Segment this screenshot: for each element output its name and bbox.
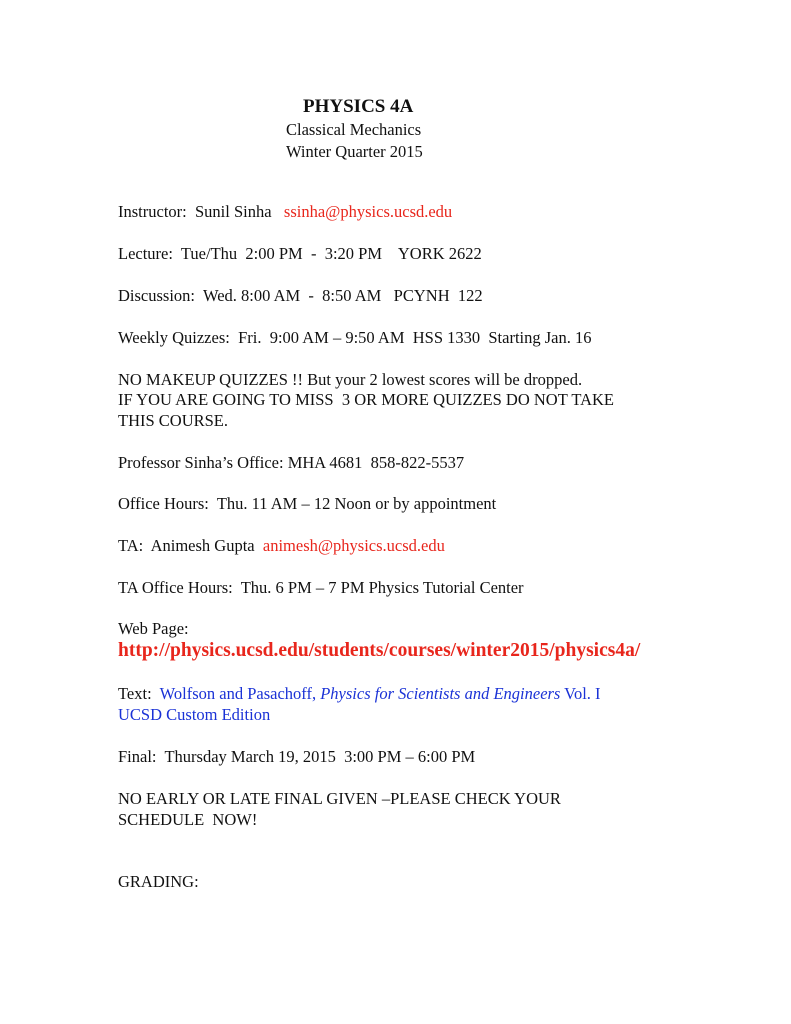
office-hours-line: Office Hours: Thu. 11 AM – 12 Noon or by appointment (118, 494, 497, 513)
text-authors: Wolfson and Pasachoff, (159, 684, 321, 703)
course-title: PHYSICS 4A (303, 96, 414, 117)
text-label: Text: (118, 684, 160, 703)
text-book-title: Physics for Scientists and Engineers (320, 684, 561, 703)
text-line (118, 684, 601, 704)
ta-label: TA: Animesh Gupta (118, 536, 263, 555)
makeup-notice-line-3: THIS COURSE. (118, 411, 229, 430)
office-line: Professor Sinha’s Office: MHA 4681 858-822-5537 (118, 453, 465, 472)
instructor-line (118, 202, 452, 222)
grading-heading: GRADING: (118, 872, 199, 891)
final-notice-line-2: SCHEDULE NOW! (118, 810, 258, 829)
lecture-line: Lecture: Tue/Thu 2:00 PM - 3:20 PM YORK 2622 (118, 244, 482, 263)
course-subtitle: Classical Mechanics (286, 120, 422, 139)
ta-line (118, 536, 445, 556)
web-page-label: Web Page: (118, 619, 189, 638)
instructor-label: Instructor: Sunil Sinha (118, 202, 284, 221)
final-notice-line-1: NO EARLY OR LATE FINAL GIVEN –PLEASE CHECK YOUR (118, 789, 561, 808)
web-page-url-link[interactable]: http://physics.ucsd.edu/students/courses/winter2015/physics4a/ (118, 640, 641, 661)
course-term: Winter Quarter 2015 (286, 142, 423, 161)
text-volume: Vol. I (560, 684, 601, 703)
ta-email-link[interactable]: animesh@physics.ucsd.edu (262, 536, 445, 555)
ta-hours-line: TA Office Hours: Thu. 6 PM – 7 PM Physics Tutorial Center (118, 578, 524, 597)
final-line: Final: Thursday March 19, 2015 3:00 PM – 6:00 PM (118, 747, 476, 766)
text-edition: UCSD Custom Edition (118, 705, 271, 724)
quizzes-line: Weekly Quizzes: Fri. 9:00 AM – 9:50 AM HSS 1330 Starting Jan. 16 (118, 328, 592, 347)
discussion-line: Discussion: Wed. 8:00 AM - 8:50 AM PCYNH 122 (118, 286, 483, 305)
makeup-notice-line-2: IF YOU ARE GOING TO MISS 3 OR MORE QUIZZES DO NOT TAKE (118, 390, 614, 409)
instructor-email-link[interactable]: ssinha@physics.ucsd.edu (283, 202, 453, 221)
makeup-notice-line-1: NO MAKEUP QUIZZES !! But your 2 lowest scores will be dropped. (118, 370, 583, 389)
